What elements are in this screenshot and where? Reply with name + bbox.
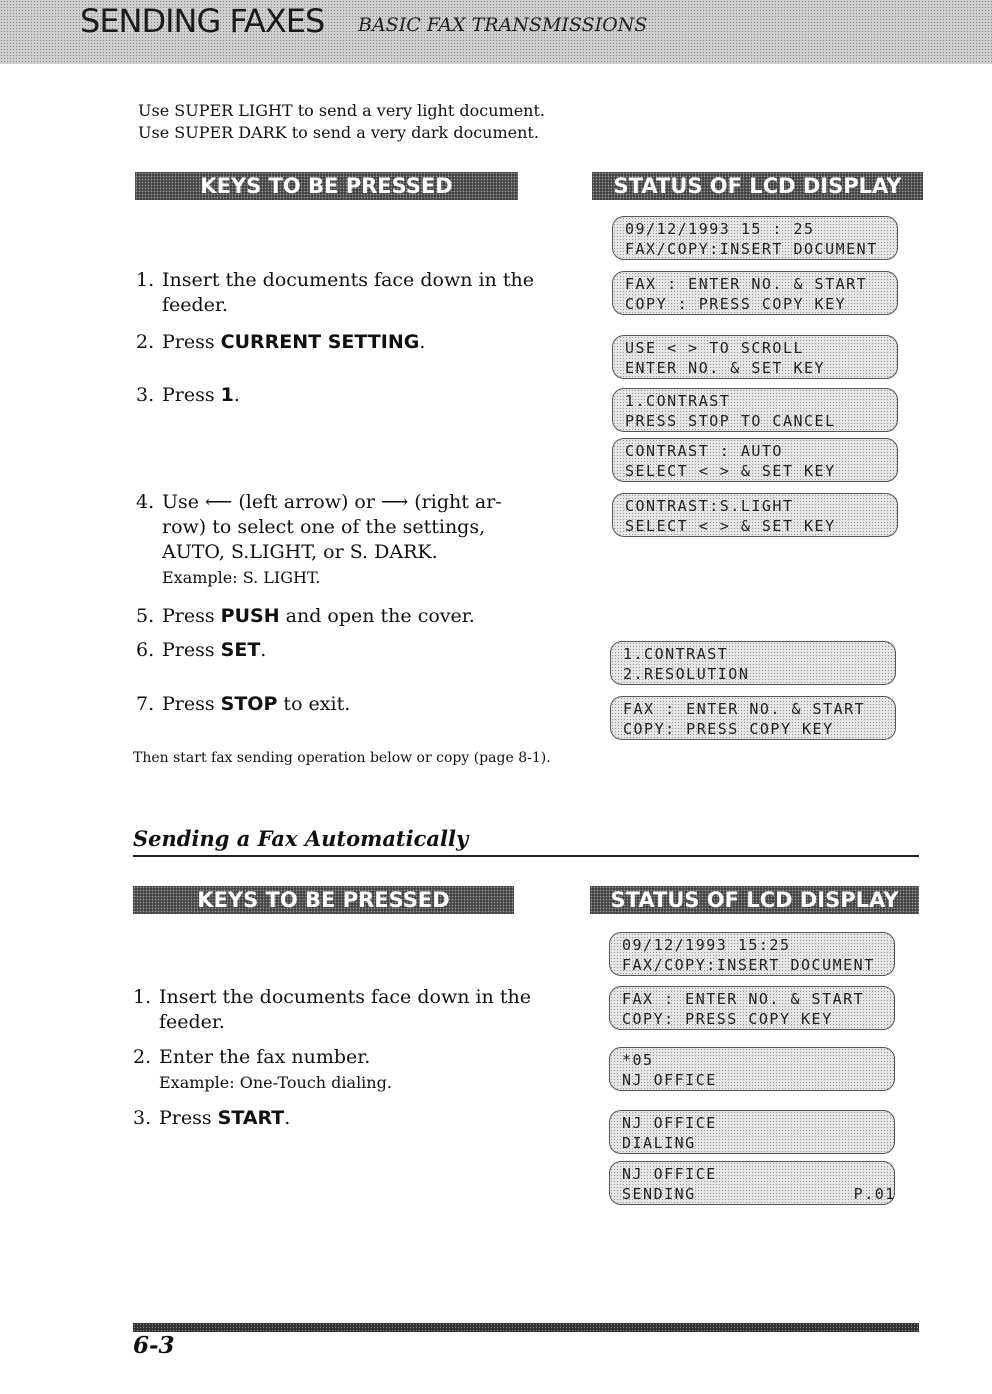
step-pre: Press xyxy=(159,1107,218,1129)
step-number: 3. xyxy=(136,384,155,406)
lcd-line: NJ OFFICE xyxy=(622,1114,717,1132)
key-name: CURRENT SETTING xyxy=(220,331,420,353)
footer-bar xyxy=(133,1323,919,1332)
header-title: SENDING FAXES xyxy=(80,2,325,40)
lcd-line: *05 xyxy=(622,1051,654,1069)
step-line: row) to select one of the settings, xyxy=(162,516,486,538)
step-number: 4. xyxy=(136,491,155,513)
lcd-display xyxy=(609,1047,895,1091)
step-number: 2. xyxy=(133,1046,152,1068)
step-pre: Press xyxy=(162,605,221,627)
lcd-line: FAX : ENTER NO. & START xyxy=(622,990,865,1008)
lcd-line: FAX : ENTER NO. & START xyxy=(625,275,868,293)
step-number: 1. xyxy=(133,986,152,1008)
lcd-display xyxy=(609,1161,895,1205)
lcd-line: 09/12/1993 15 : 25 xyxy=(625,220,815,238)
step-pre: Press xyxy=(162,693,221,715)
lcd-line: 1.CONTRAST xyxy=(625,392,731,410)
lcd-line: ENTER NO. & SET KEY xyxy=(625,359,826,377)
step-pre: Press xyxy=(162,331,221,353)
step-line: Enter the fax number. xyxy=(159,1046,371,1068)
step-text xyxy=(162,638,266,663)
page-header xyxy=(0,0,992,64)
lcd-line: FAX/COPY:INSERT DOCUMENT xyxy=(625,240,878,258)
section-rule xyxy=(133,855,919,857)
lcd-display xyxy=(612,335,898,379)
step-text xyxy=(162,268,534,318)
lcd-display xyxy=(612,493,898,537)
lcd-line: NJ OFFICE xyxy=(622,1071,717,1089)
lcd-line: USE < > TO SCROLL xyxy=(625,339,805,357)
lcd-line: COPY : PRESS COPY KEY xyxy=(625,295,847,313)
key-name: START xyxy=(217,1107,285,1129)
lcd-line: 09/12/1993 15:25 xyxy=(622,936,791,954)
step-post: . xyxy=(260,639,267,661)
lcd-line: NJ OFFICE xyxy=(622,1165,717,1183)
lcd-display xyxy=(610,696,896,740)
step-number: 7. xyxy=(136,693,155,715)
lcd-display xyxy=(610,641,896,685)
step-text xyxy=(162,692,350,717)
section-title: Sending a Fax Automatically xyxy=(133,826,469,851)
lcd-line: FAX : ENTER NO. & START xyxy=(623,700,866,718)
header-subtitle: BASIC FAX TRANSMISSIONS xyxy=(358,14,648,36)
step-post: and open the cover. xyxy=(279,605,475,627)
step-text xyxy=(162,490,502,590)
lcd-line: CONTRAST:S.LIGHT xyxy=(625,497,794,515)
step-line: AUTO, S.LIGHT, or S. DARK. xyxy=(162,541,438,563)
step-text xyxy=(162,604,475,629)
key-name: 1 xyxy=(220,384,234,406)
step-number: 2. xyxy=(136,331,155,353)
step-line: Insert the documents face down in the xyxy=(159,986,531,1008)
step-text xyxy=(162,383,240,408)
step-post: to exit. xyxy=(277,693,351,715)
lcd-line: COPY: PRESS COPY KEY xyxy=(622,1010,833,1028)
step-post: . xyxy=(233,384,240,406)
lcd-display xyxy=(612,216,898,260)
lcd-line: FAX/COPY:INSERT DOCUMENT xyxy=(622,956,875,974)
step-number: 3. xyxy=(133,1107,152,1129)
lcd-display xyxy=(612,388,898,432)
step-number: 5. xyxy=(136,605,155,627)
status-bar: STATUS OF LCD DISPLAY xyxy=(590,886,919,914)
step-pre: Press xyxy=(162,639,221,661)
lcd-line: PRESS STOP TO CANCEL xyxy=(625,412,836,430)
step-post: . xyxy=(419,331,426,353)
lcd-line: SELECT < > & SET KEY xyxy=(625,462,836,480)
keys-bar: KEYS TO BE PRESSED xyxy=(133,886,514,914)
key-name: STOP xyxy=(220,693,278,715)
step-line: feeder. xyxy=(159,1011,225,1033)
step-text xyxy=(159,1106,290,1131)
intro-text xyxy=(138,100,545,144)
lcd-line: DIALING xyxy=(622,1134,696,1152)
step-line: feeder. xyxy=(162,294,228,316)
lcd-display xyxy=(609,986,895,1030)
lcd-display xyxy=(609,932,895,976)
intro-line: Use SUPER DARK to send a very dark document. xyxy=(138,123,539,142)
page-number: 6-3 xyxy=(133,1332,175,1359)
step-example: Example: S. LIGHT. xyxy=(162,568,321,587)
step-pre: Press xyxy=(162,384,221,406)
step-text xyxy=(162,330,425,355)
lcd-line: SENDING P.01 xyxy=(622,1185,896,1203)
step-line: Insert the documents face down in the xyxy=(162,269,534,291)
step-text xyxy=(159,985,531,1035)
lcd-line: CONTRAST : AUTO xyxy=(625,442,783,460)
step-line: Use ⟵ (left arrow) or ⟶ (right ar- xyxy=(162,491,502,513)
keys-bar: KEYS TO BE PRESSED xyxy=(135,172,518,200)
step-example: Example: One-Touch dialing. xyxy=(159,1073,392,1092)
step-text xyxy=(159,1045,392,1095)
lcd-line: SELECT < > & SET KEY xyxy=(625,517,836,535)
lcd-display xyxy=(612,271,898,315)
status-bar: STATUS OF LCD DISPLAY xyxy=(592,172,923,200)
key-name: PUSH xyxy=(220,605,280,627)
step-post: . xyxy=(284,1107,291,1129)
intro-line: Use SUPER LIGHT to send a very light document. xyxy=(138,101,545,120)
key-name: SET xyxy=(220,639,261,661)
step-number: 6. xyxy=(136,639,155,661)
step-number: 1. xyxy=(136,269,155,291)
lcd-display xyxy=(609,1110,895,1154)
lcd-line: COPY: PRESS COPY KEY xyxy=(623,720,834,738)
lcd-display xyxy=(612,438,898,482)
lcd-line: 1.CONTRAST xyxy=(623,645,729,663)
lcd-line: 2.RESOLUTION xyxy=(623,665,750,683)
note-text: Then start fax sending operation below or copy (page 8-1). xyxy=(133,750,551,766)
